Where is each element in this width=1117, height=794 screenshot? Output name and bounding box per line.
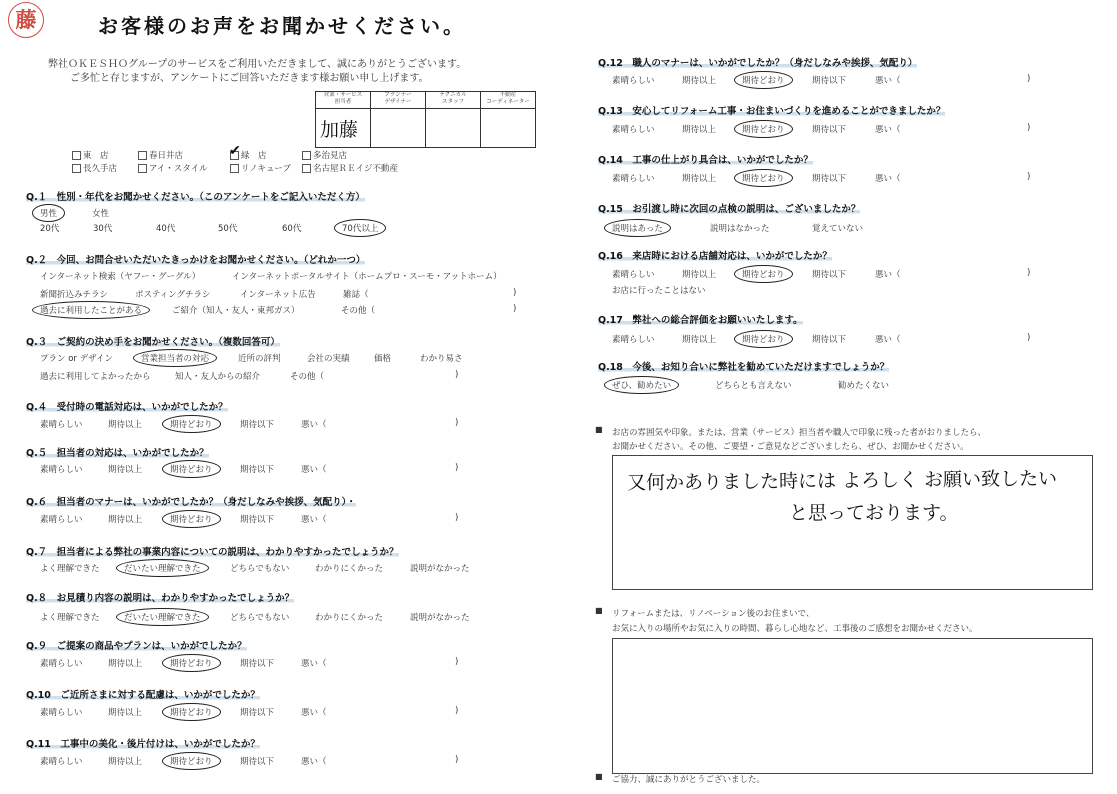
right-q4-option[interactable]: 覚えていない <box>812 224 864 234</box>
comment1-textbox[interactable] <box>612 455 1093 590</box>
right-q5-option[interactable]: 期待以上 <box>682 270 717 280</box>
left-q9-option[interactable]: 期待以上 <box>108 659 143 669</box>
left-q6-option[interactable]: 期待以上 <box>108 515 143 525</box>
staff-table <box>315 91 536 148</box>
left-q1-option[interactable]: 30代 <box>93 224 113 234</box>
left-q11-label <box>26 736 260 750</box>
left-q10-option[interactable]: 期待以下 <box>240 708 275 718</box>
left-q10-highlight: Q.10 ご近所さまに対する配慮は、いかがでしたか？ <box>26 690 260 701</box>
store-checkbox[interactable] <box>138 151 147 160</box>
comment1-handwritten-line-1: 又何かありました時には よろしく お願い致したい <box>626 467 1058 495</box>
staff-realestate-cell[interactable] <box>481 109 536 148</box>
right-q5-option[interactable]: 悪い（ <box>875 270 901 280</box>
left-q4-selected-option[interactable]: 期待どおり <box>162 415 221 433</box>
left-q10-option[interactable]: 素晴らしい <box>40 708 83 718</box>
store-checkbox[interactable] <box>138 164 147 173</box>
staff-header-planner: プランナー デザイナー <box>371 92 426 109</box>
intro-line-2: ご多忙と存じますが、アンケートにご回答いただきます様お願い申し上げます。 <box>70 73 429 84</box>
left-q6-option[interactable]: 悪い（ <box>301 515 327 525</box>
left-q2-highlight: Q.２ 今回、お問合せいただいたきっかけをお聞かせください。（どれか一つ） <box>26 255 366 266</box>
right-q4-label <box>598 201 860 215</box>
store-label: リノキューブ <box>241 164 291 174</box>
right-q5-label <box>598 248 832 262</box>
comment2-prompt-line-1: リフォームまたは、リノベーション後のお住まいで、 <box>612 609 815 619</box>
left-q1-option[interactable]: 女性 <box>92 209 110 219</box>
store-label: アイ・スタイル <box>149 164 208 174</box>
right-q1-selected-option[interactable]: 期待どおり <box>734 71 793 89</box>
left-q2-option[interactable]: 雑誌（ <box>343 290 369 300</box>
left-q5-option[interactable]: 期待以下 <box>240 465 275 475</box>
left-q9-close-paren: ) <box>455 657 459 667</box>
left-q7-option[interactable]: どちらでもない <box>230 564 290 574</box>
staff-header-realestate: 不動産 コーディネーター <box>481 92 536 109</box>
left-q1-option[interactable]: 40代 <box>156 224 176 234</box>
left-q4-highlight: Q.４ 受付時の電話対応は、いかがでしたか？ <box>26 402 228 413</box>
left-q8-option[interactable]: よく理解できた <box>40 613 100 623</box>
right-q2-option[interactable]: 悪い（ <box>875 125 901 135</box>
left-q11-highlight: Q.11 工事中の美化・後片付けは、いかがでしたか？ <box>26 739 260 750</box>
right-q6-option[interactable]: 素晴らしい <box>612 335 655 345</box>
store-checkbox[interactable] <box>72 151 81 160</box>
right-q6-highlight: Q.17 弊社への総合評価をお願いいたします。 <box>598 315 803 326</box>
right-q2-option[interactable]: 期待以上 <box>682 125 717 135</box>
left-q8-selected-option[interactable]: だいたい理解できた <box>116 608 209 626</box>
comment2-bullet: ■ <box>595 606 603 615</box>
comment2-textbox[interactable] <box>612 638 1093 774</box>
left-q3-close-paren: ) <box>455 370 459 380</box>
right-q3-close-paren: ) <box>1027 172 1031 182</box>
left-q3-option[interactable]: プラン or デザイン <box>40 354 114 364</box>
left-q6-label <box>26 494 356 508</box>
right-q7-highlight: Q.18 今後、お知り合いに弊社を勧めていただけますでしょうか？ <box>598 362 890 373</box>
left-q9-selected-option[interactable]: 期待どおり <box>162 654 221 672</box>
comment1-prompt-line-2: お聞かせください。その他、ご要望・ご意見などございましたら、ぜひ、お聞かせください。 <box>612 442 969 452</box>
left-q11-option[interactable]: 悪い（ <box>301 757 327 767</box>
left-q4-option[interactable]: 期待以下 <box>240 420 275 430</box>
left-q7-option[interactable]: よく理解できた <box>40 564 100 574</box>
right-q7-option[interactable]: どちらとも言えない <box>715 381 792 391</box>
right-q3-label <box>598 152 813 166</box>
left-q6-highlight: Q.６ 担当者のマナーは、いかがでしたか？（身だしなみや挨拶、気配り）・ <box>26 497 356 508</box>
left-q1-selected-option[interactable]: 70代以上 <box>334 219 386 237</box>
left-q2-option[interactable]: ご紹介（知人・友人・東邦ガス） <box>172 306 300 316</box>
left-q3-option[interactable]: 会社の実績 <box>307 354 350 364</box>
left-q1-selected-option[interactable]: 男性 <box>32 204 65 222</box>
right-q6-close-paren: ) <box>1027 333 1031 343</box>
intro-line-1: 弊社ＯＫＥＳＨＯグループのサービスをご利用いただきまして、誠にありがとうございます。 <box>48 59 467 70</box>
left-q3-option[interactable]: わかり易さ <box>420 354 463 364</box>
right-q6-option[interactable]: 悪い（ <box>875 335 901 345</box>
left-q5-option[interactable]: 素晴らしい <box>40 465 83 475</box>
left-q6-selected-option[interactable]: 期待どおり <box>162 510 221 528</box>
right-q6-option[interactable]: 期待以下 <box>812 335 847 345</box>
left-q10-option[interactable]: 悪い（ <box>301 708 327 718</box>
left-q3-label <box>26 334 280 348</box>
staff-header-technical: テクニカル スタッフ <box>426 92 481 109</box>
right-q4-selected-option[interactable]: 説明はあった <box>604 219 671 237</box>
right-q2-option[interactable]: 期待以下 <box>812 125 847 135</box>
left-q4-option[interactable]: 悪い（ <box>301 420 327 430</box>
left-q5-close-paren: ) <box>455 463 459 473</box>
left-q2-close-paren: ) <box>513 304 517 314</box>
left-q5-label <box>26 445 209 459</box>
thanks-bullet: ■ <box>595 772 603 781</box>
right-q6-selected-option[interactable]: 期待どおり <box>734 330 793 348</box>
left-q6-option[interactable]: 期待以下 <box>240 515 275 525</box>
left-q10-label <box>26 687 260 701</box>
left-q1-highlight: Q.１ 性別・年代をお聞かせください。（このアンケートをご記入いただく方） <box>26 192 365 203</box>
right-q1-option[interactable]: 素晴らしい <box>612 76 655 86</box>
store-checkbox[interactable] <box>230 164 239 173</box>
left-q3-option[interactable]: 近所の評判 <box>238 354 281 364</box>
left-q8-highlight: Q.８ お見積り内容の説明は、わかりやすかったでしょうか？ <box>26 593 295 604</box>
store-label: 多治見店 <box>313 151 348 161</box>
seal-stamp: 藤 <box>8 2 44 38</box>
left-q6-close-paren: ) <box>455 513 459 523</box>
comment2-prompt-line-2: お気に入りの場所やお気に入りの時間、暮らし心地など、工事後のご感想をお聞かせください。 <box>612 624 978 634</box>
right-q1-option[interactable]: 悪い（ <box>875 76 901 86</box>
right-q3-option[interactable]: 素晴らしい <box>612 174 655 184</box>
right-q3-highlight: Q.14 工事の仕上がり具合は、いかがでしたか？ <box>598 155 813 166</box>
right-q3-option[interactable]: 悪い（ <box>875 174 901 184</box>
right-q1-close-paren: ) <box>1027 74 1031 84</box>
right-q3-option[interactable]: 期待以上 <box>682 174 717 184</box>
comment1-bullet: ■ <box>595 425 603 434</box>
left-q1-option[interactable]: 50代 <box>218 224 238 234</box>
left-q2-selected-option[interactable]: 過去に利用したことがある <box>32 301 150 319</box>
right-q1-label <box>598 55 917 69</box>
right-q2-label <box>598 103 945 117</box>
left-q4-option[interactable]: 期待以上 <box>108 420 143 430</box>
left-q10-close-paren: ) <box>455 706 459 716</box>
left-q4-close-paren: ) <box>455 418 459 428</box>
left-q2-close-paren: ) <box>513 288 517 298</box>
left-q11-option[interactable]: 期待以上 <box>108 757 143 767</box>
left-q2-option[interactable]: 新聞折込みチラシ <box>40 290 109 300</box>
right-q2-option[interactable]: 素晴らしい <box>612 125 655 135</box>
left-q5-selected-option[interactable]: 期待どおり <box>162 460 221 478</box>
left-q3-option[interactable]: 過去に利用してよかったから <box>40 372 151 382</box>
left-q7-option[interactable]: わかりにくかった <box>315 564 384 574</box>
right-q5-selected-option[interactable]: 期待どおり <box>734 265 793 283</box>
store-label: 長久手店 <box>83 164 118 174</box>
left-q1-option[interactable]: 60代 <box>282 224 302 234</box>
right-q1-highlight: Q.12 職人のマナーは、いかがでしたか？（身だしなみや挨拶、気配り） <box>598 58 918 69</box>
left-q4-option[interactable]: 素晴らしい <box>40 420 83 430</box>
left-q6-option[interactable]: 素晴らしい <box>40 515 83 525</box>
store-label: 東 店 <box>83 151 109 161</box>
left-q10-option[interactable]: 期待以上 <box>108 708 143 718</box>
right-q4-option[interactable]: 説明はなかった <box>710 224 770 234</box>
left-q3-option[interactable]: 知人・友人からの紹介 <box>175 372 261 382</box>
left-q5-option[interactable]: 期待以上 <box>108 465 143 475</box>
thanks-text: ご協力、誠にありがとうございました。 <box>612 775 766 785</box>
left-q8-option[interactable]: わかりにくかった <box>315 613 384 623</box>
store-checkbox[interactable] <box>72 164 81 173</box>
right-q7-label <box>598 359 889 373</box>
left-q2-option[interactable]: インターネットポータルサイト（ホームプロ・スーモ・アットホーム） <box>232 272 502 282</box>
left-q1-option[interactable]: 20代 <box>40 224 60 234</box>
left-q5-option[interactable]: 悪い（ <box>301 465 327 475</box>
right-q5-option[interactable]: 素晴らしい <box>612 270 655 280</box>
staff-header-sales: 営業・サービス 担当者 <box>316 92 371 109</box>
left-q8-option[interactable]: 説明がなかった <box>410 613 470 623</box>
left-q7-label <box>26 544 399 558</box>
left-q8-option[interactable]: どちらでもない <box>230 613 290 623</box>
right-q6-label <box>598 312 803 326</box>
left-q1-label <box>26 189 365 203</box>
staff-sales-cell[interactable] <box>316 109 371 148</box>
right-q1-option[interactable]: 期待以下 <box>812 76 847 86</box>
store-label: 春日井店 <box>149 151 184 161</box>
store-checkbox[interactable] <box>302 164 311 173</box>
left-q8-label <box>26 590 294 604</box>
left-q11-close-paren: ) <box>455 755 459 765</box>
left-q7-selected-option[interactable]: だいたい理解できた <box>116 559 209 577</box>
left-q9-label <box>26 638 247 652</box>
right-q2-close-paren: ) <box>1027 123 1031 133</box>
comment1-handwritten-line-2: と思っております。 <box>789 502 959 524</box>
right-q3-option[interactable]: 期待以下 <box>812 174 847 184</box>
staff-technical-cell[interactable] <box>426 109 481 148</box>
page-title: お客様のお声をお聞かせください。 <box>98 14 466 38</box>
left-q2-option[interactable]: インターネット検索（ヤフー・グーグル） <box>40 272 201 282</box>
right-q4-highlight: Q.15 お引渡し時に次回の点検の説明は、ございましたか？ <box>598 204 861 215</box>
right-q5-close-paren: ) <box>1027 268 1031 278</box>
left-q3-highlight: Q.３ ご契約の決め手をお聞かせください。（複数回答可） <box>26 337 280 348</box>
left-q2-option[interactable]: インターネット広告 <box>240 290 316 300</box>
right-q2-selected-option[interactable]: 期待どおり <box>734 120 793 138</box>
staff-planner-cell[interactable] <box>371 109 426 148</box>
left-q9-option[interactable]: 悪い（ <box>301 659 327 669</box>
right-q3-selected-option[interactable]: 期待どおり <box>734 169 793 187</box>
right-q5-option[interactable]: 期待以下 <box>812 270 847 280</box>
left-q9-option[interactable]: 期待以下 <box>240 659 275 669</box>
right-q5-option[interactable]: お店に行ったことはない <box>612 286 706 296</box>
left-q2-option[interactable]: その他（ <box>341 306 376 316</box>
left-q4-label <box>26 399 228 413</box>
right-q2-highlight: Q.13 安心してリフォーム工事・お住まいづくりを進めることができましたか？ <box>598 106 946 117</box>
comment1-prompt-line-1: お店の雰囲気や印象。または、営業（サービス）担当者や職人で印象に残った者がおりましたら、 <box>612 428 987 438</box>
store-checkbox[interactable] <box>302 151 311 160</box>
right-q5-highlight: Q.16 来店時における店舗対応は、いかがでしたか？ <box>598 251 832 262</box>
right-q7-selected-option[interactable]: ぜひ、勧めたい <box>604 376 679 394</box>
left-q5-highlight: Q.５ 担当者の対応は、いかがでしたか？ <box>26 448 209 459</box>
left-q11-selected-option[interactable]: 期待どおり <box>162 752 221 770</box>
left-q7-option[interactable]: 説明がなかった <box>410 564 470 574</box>
right-q1-option[interactable]: 期待以上 <box>682 76 717 86</box>
left-q7-highlight: Q.７ 担当者による弊社の事業内容についての説明は、わかりやすかったでしょうか？ <box>26 547 399 558</box>
left-q3-selected-option[interactable]: 営業担当者の対応 <box>133 349 217 367</box>
left-q11-option[interactable]: 素晴らしい <box>40 757 83 767</box>
left-q2-option[interactable]: ポスティングチラシ <box>135 290 211 300</box>
left-q10-selected-option[interactable]: 期待どおり <box>162 703 221 721</box>
right-q7-option[interactable]: 勧めたくない <box>838 381 890 391</box>
left-q11-option[interactable]: 期待以下 <box>240 757 275 767</box>
left-q9-highlight: Q.９ ご提案の商品やプランは、いかがでしたか？ <box>26 641 247 652</box>
right-q6-option[interactable]: 期待以上 <box>682 335 717 345</box>
store-label: 緑 店 <box>241 151 267 161</box>
store-check-mark: ✔ <box>229 143 241 159</box>
left-q3-option[interactable]: その他（ <box>290 372 325 382</box>
sales-name-handwritten: 加藤 <box>320 119 359 141</box>
left-q9-option[interactable]: 素晴らしい <box>40 659 83 669</box>
store-label: 名古屋ＲＥイジ不動産 <box>313 164 399 174</box>
left-q3-option[interactable]: 価格 <box>374 354 392 364</box>
left-q2-label <box>26 252 365 266</box>
